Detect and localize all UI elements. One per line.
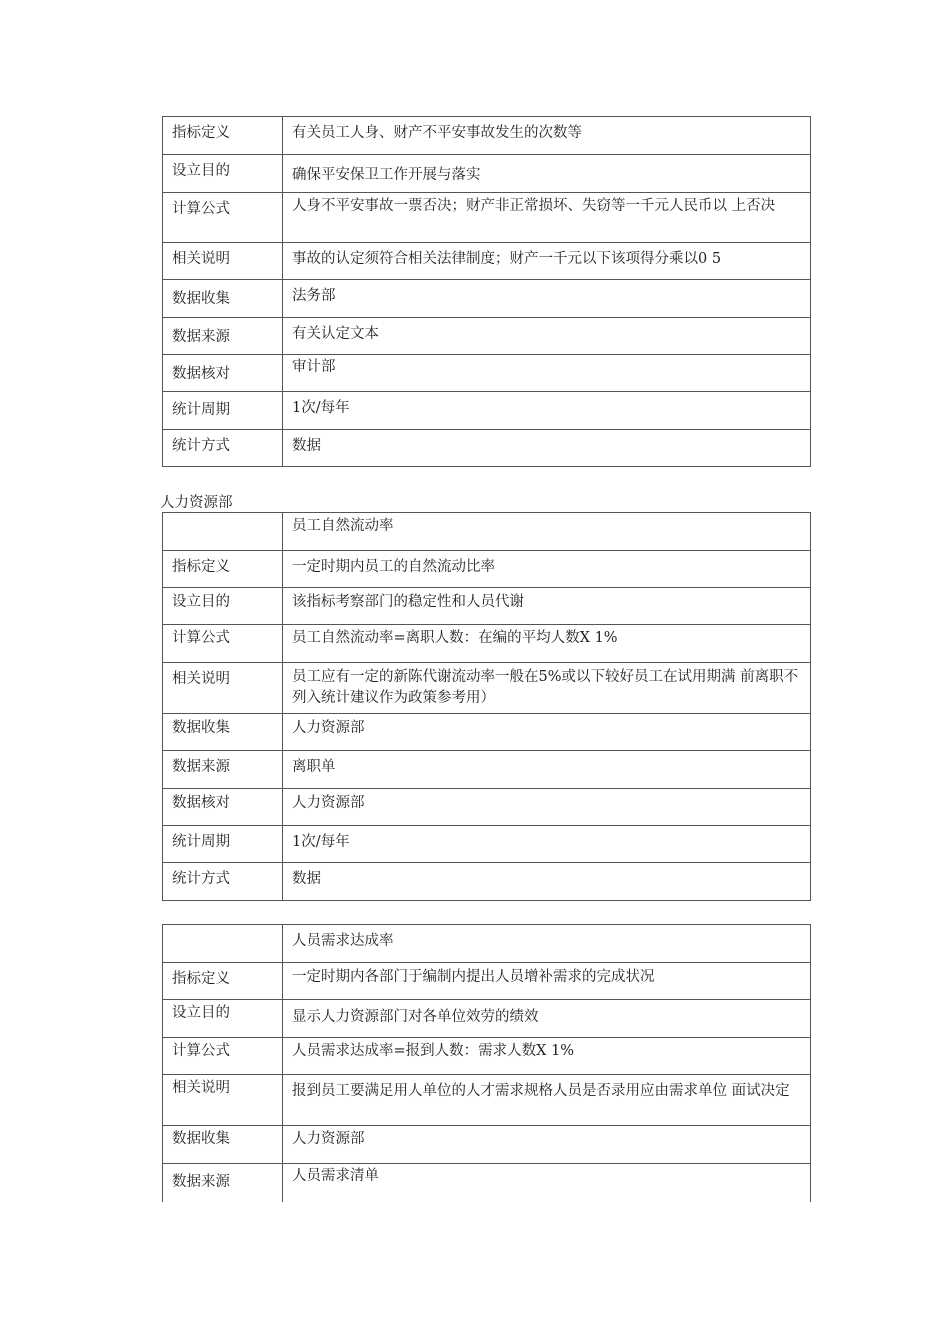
row-value: 有关认定文本 xyxy=(283,318,811,355)
row-value: 人力资源部 xyxy=(283,714,811,751)
row-label: 相关说明 xyxy=(163,663,283,714)
table-row xyxy=(163,513,811,551)
row-label: 计算公式 xyxy=(163,625,283,663)
row-label: 相关说明 xyxy=(163,243,283,280)
row-value: 员工自然流动率=离职人数：在编的平均人数X 1% xyxy=(283,625,811,663)
table-row xyxy=(163,551,811,588)
row-value: 员工应有一定的新陈代谢流动率一般在5%或以下较好员工在试用期满 前离职不列入统计建议作为政策参考用） xyxy=(283,663,811,714)
row-value: 一定时期内员工的自然流动比率 xyxy=(283,551,811,588)
row-label: 计算公式 xyxy=(163,193,283,243)
row-value: 员工自然流动率 xyxy=(283,513,811,551)
table-row xyxy=(163,751,811,789)
row-value: 人力资源部 xyxy=(283,789,811,826)
row-value: 离职单 xyxy=(283,751,811,789)
row-label: 设立目的 xyxy=(163,1000,283,1038)
row-label xyxy=(163,925,283,963)
row-value: 确保平安保卫工作开展与落实 xyxy=(283,155,811,193)
table-row xyxy=(163,117,811,155)
row-label: 数据来源 xyxy=(163,1164,283,1202)
table-row xyxy=(163,355,811,392)
row-value: 报到员工要满足用人单位的人才需求规格人员是否录用应由需求单位 面试决定 xyxy=(283,1075,811,1126)
table-row xyxy=(163,1038,811,1075)
row-label: 指标定义 xyxy=(163,551,283,588)
turnover-indicator-table xyxy=(162,512,811,901)
row-value: 有关员工人身、财产不平安事故发生的次数等 xyxy=(283,117,811,155)
row-label: 设立目的 xyxy=(163,155,283,193)
row-label: 统计周期 xyxy=(163,392,283,430)
row-label: 数据核对 xyxy=(163,355,283,392)
safety-indicator-table xyxy=(162,116,811,467)
row-value: 人员需求达成率 xyxy=(283,925,811,963)
table-row xyxy=(163,1126,811,1164)
row-value: 数据 xyxy=(283,430,811,467)
row-value: 审计部 xyxy=(283,355,811,392)
table-row xyxy=(163,1075,811,1126)
row-label: 指标定义 xyxy=(163,117,283,155)
row-label: 计算公式 xyxy=(163,1038,283,1075)
table-row xyxy=(163,155,811,193)
row-label: 设立目的 xyxy=(163,588,283,625)
row-value: 显示人力资源部门对各单位效劳的绩效 xyxy=(283,1000,811,1038)
row-label: 数据收集 xyxy=(163,1126,283,1164)
row-value: 人力资源部 xyxy=(283,1126,811,1164)
section-title: 人力资源部 xyxy=(160,495,233,511)
row-value: 人员需求达成率=报到人数：需求人数X 1% xyxy=(283,1038,811,1075)
table-row xyxy=(163,280,811,318)
row-label: 数据来源 xyxy=(163,318,283,355)
row-label xyxy=(163,513,283,551)
table-row xyxy=(163,392,811,430)
row-value: 人身不平安事故一票否决；财产非正常损坏、失窃等一千元人民币以 上否决 xyxy=(283,193,811,243)
row-value: 1次/每年 xyxy=(283,826,811,863)
row-label: 数据核对 xyxy=(163,789,283,826)
table-row xyxy=(163,714,811,751)
row-label: 统计方式 xyxy=(163,430,283,467)
row-label: 统计周期 xyxy=(163,826,283,863)
table-row xyxy=(163,789,811,826)
row-label: 数据收集 xyxy=(163,714,283,751)
row-value: 数据 xyxy=(283,863,811,901)
table-row xyxy=(163,318,811,355)
table-row xyxy=(163,243,811,280)
table-row xyxy=(163,963,811,1000)
table-row xyxy=(163,1164,811,1202)
table-row xyxy=(163,193,811,243)
row-value: 1次/每年 xyxy=(283,392,811,430)
row-value: 一定时期内各部门于编制内提出人员增补需求的完成状况 xyxy=(283,963,811,1000)
row-value: 该指标考察部门的稳定性和人员代谢 xyxy=(283,588,811,625)
row-value: 法务部 xyxy=(283,280,811,318)
row-label: 数据收集 xyxy=(163,280,283,318)
table-row xyxy=(163,1000,811,1038)
table-row xyxy=(163,826,811,863)
table-row xyxy=(163,430,811,467)
row-label: 数据来源 xyxy=(163,751,283,789)
table-row xyxy=(163,625,811,663)
row-label: 相关说明 xyxy=(163,1075,283,1126)
row-label: 指标定义 xyxy=(163,963,283,1000)
row-value: 事故的认定须符合相关法律制度；财产一千元以下该项得分乘以0 5 xyxy=(283,243,811,280)
row-value: 人员需求清单 xyxy=(283,1164,811,1202)
table-row xyxy=(163,925,811,963)
table-row xyxy=(163,863,811,901)
table-row xyxy=(163,588,811,625)
row-label: 统计方式 xyxy=(163,863,283,901)
table-row xyxy=(163,663,811,714)
staffing-indicator-table xyxy=(162,924,811,1202)
